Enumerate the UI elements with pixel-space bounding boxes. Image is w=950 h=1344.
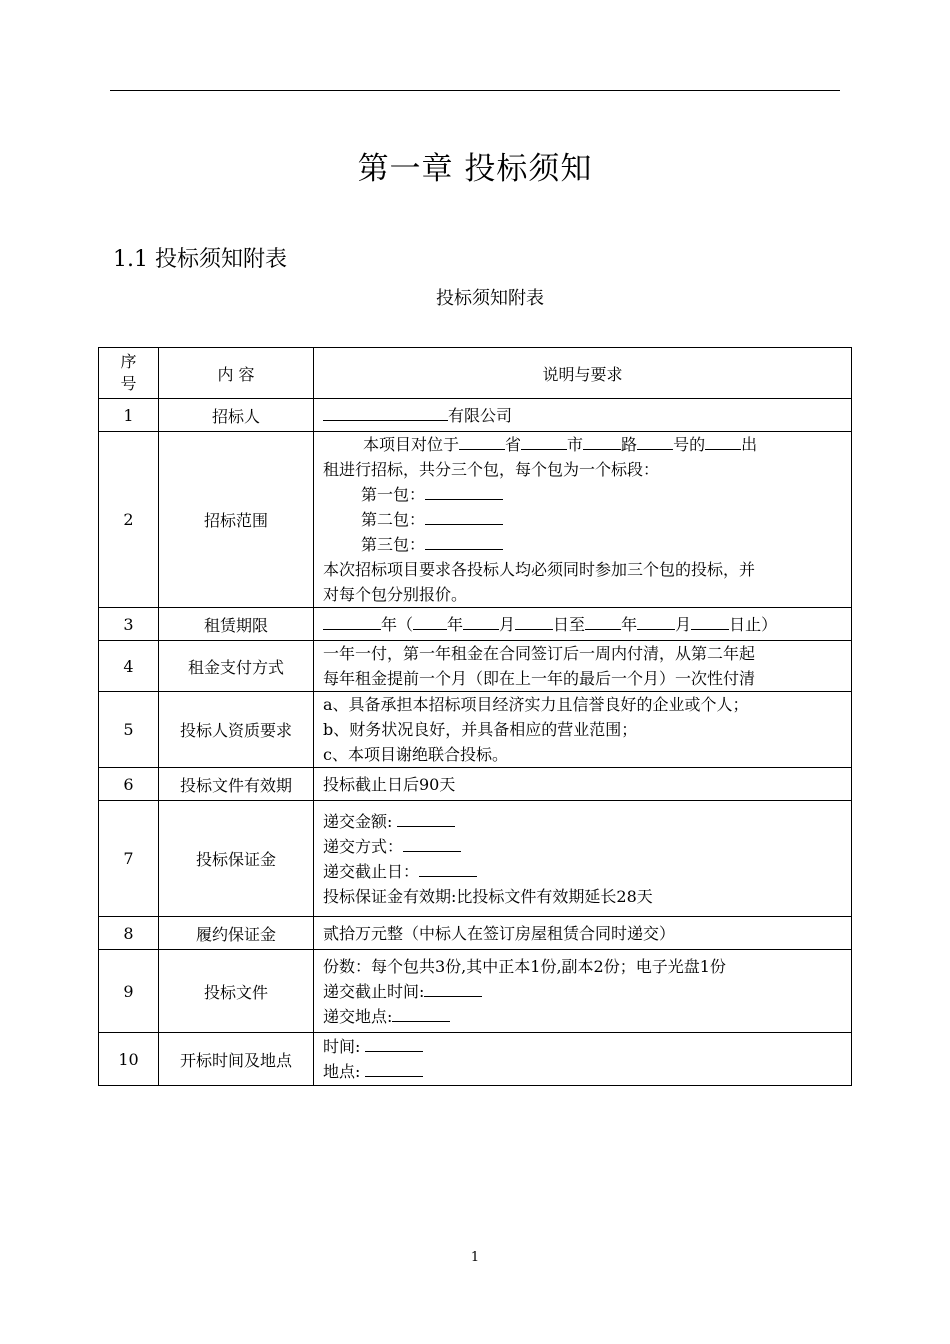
desc-line: b、财务状况良好，并具备相应的营业范围； <box>323 720 638 739</box>
row-item: 招标范围 <box>159 432 314 608</box>
table-row <box>99 432 852 608</box>
header-num: 序 号 <box>99 348 159 399</box>
row-num: 4 <box>99 641 159 692</box>
row-desc: 有限公司 <box>314 399 852 432</box>
desc-line: 递交截止时间: <box>323 979 845 1004</box>
row-item: 招标人 <box>159 399 314 432</box>
desc-line: 第一包： <box>323 482 845 507</box>
row-num: 9 <box>99 950 159 1033</box>
row-desc <box>314 432 852 608</box>
table-row <box>99 917 852 950</box>
row-num: 2 <box>99 432 159 608</box>
row-num: 10 <box>99 1033 159 1086</box>
row-item: 投标保证金 <box>159 801 314 917</box>
row-desc <box>314 801 852 917</box>
row-num: 6 <box>99 768 159 801</box>
row-item: 租金支付方式 <box>159 641 314 692</box>
section-title: 1.1 投标须知附表 <box>113 247 287 272</box>
table-row <box>99 801 852 917</box>
row-item: 履约保证金 <box>159 917 314 950</box>
instructions-table <box>98 347 852 1086</box>
desc-line: 递交截止日： <box>323 859 845 884</box>
row-item: 开标时间及地点 <box>159 1033 314 1086</box>
row-desc <box>314 1033 852 1086</box>
desc-line: 递交金额: <box>323 809 845 834</box>
row-num: 7 <box>99 801 159 917</box>
desc-line: 每年租金提前一个月（即在上一年的最后一个月）一次性付清 <box>323 669 756 688</box>
row-desc <box>314 950 852 1033</box>
desc-line: 第二包： <box>323 507 845 532</box>
table-row <box>99 950 852 1033</box>
page-number: 1 <box>470 1250 480 1265</box>
chapter-title: 第一章 投标须知 <box>357 151 593 187</box>
row-num: 5 <box>99 692 159 768</box>
row-desc: 贰拾万元整（中标人在签订房屋租赁合同时递交） <box>314 917 852 950</box>
table-title: 投标须知附表 <box>436 288 544 309</box>
row-num: 3 <box>99 608 159 641</box>
row-desc: 投标截止日后90天 <box>314 768 852 801</box>
desc-line: 本项目对位于 省 市 路 号的 出 <box>323 432 845 457</box>
table-row <box>99 608 852 641</box>
table-row <box>99 399 852 432</box>
row-item: 投标人资质要求 <box>159 692 314 768</box>
desc-line: 递交方式： <box>323 834 845 859</box>
desc-line: 投标保证金有效期:比投标文件有效期延长28天 <box>323 886 653 906</box>
table-row <box>99 1033 852 1086</box>
desc-line: 第三包： <box>323 532 845 557</box>
desc-line: 地点: <box>323 1059 845 1084</box>
desc-line: 递交地点: <box>323 1004 845 1029</box>
desc-line: 对每个包分别报价。 <box>323 585 468 604</box>
desc-line: a、具备承担本招标项目经济实力且信誉良好的企业或个人； <box>323 695 749 714</box>
row-desc <box>314 641 852 692</box>
row-item: 投标文件有效期 <box>159 768 314 801</box>
row-item: 租赁期限 <box>159 608 314 641</box>
desc-line: 时间: <box>323 1034 845 1059</box>
desc-line: 本次招标项目要求各投标人均必须同时参加三个包的投标，并 <box>323 560 756 579</box>
table-row <box>99 768 852 801</box>
desc-line: c、本项目谢绝联合投标。 <box>323 745 508 764</box>
row-desc: 年（ 年 月 日至 年 月 日止） <box>314 608 852 641</box>
fill-blank <box>323 403 448 421</box>
table-row <box>99 692 852 768</box>
table-row <box>99 641 852 692</box>
header-rule <box>110 90 840 91</box>
row-num: 8 <box>99 917 159 950</box>
desc-line: 租进行招标，共分三个包，每个包为一个标段： <box>323 460 660 479</box>
row-desc <box>314 692 852 768</box>
row-num: 1 <box>99 399 159 432</box>
table-header-row <box>99 348 852 399</box>
desc-line: 份数：每个包共3份,其中正本1份,副本2份；电子光盘1份 <box>323 956 726 976</box>
desc-line: 一年一付，第一年租金在合同签订后一周内付清，从第二年起 <box>323 644 756 663</box>
row-item: 投标文件 <box>159 950 314 1033</box>
header-desc: 说明与要求 <box>314 348 852 399</box>
header-item: 内 容 <box>159 348 314 399</box>
